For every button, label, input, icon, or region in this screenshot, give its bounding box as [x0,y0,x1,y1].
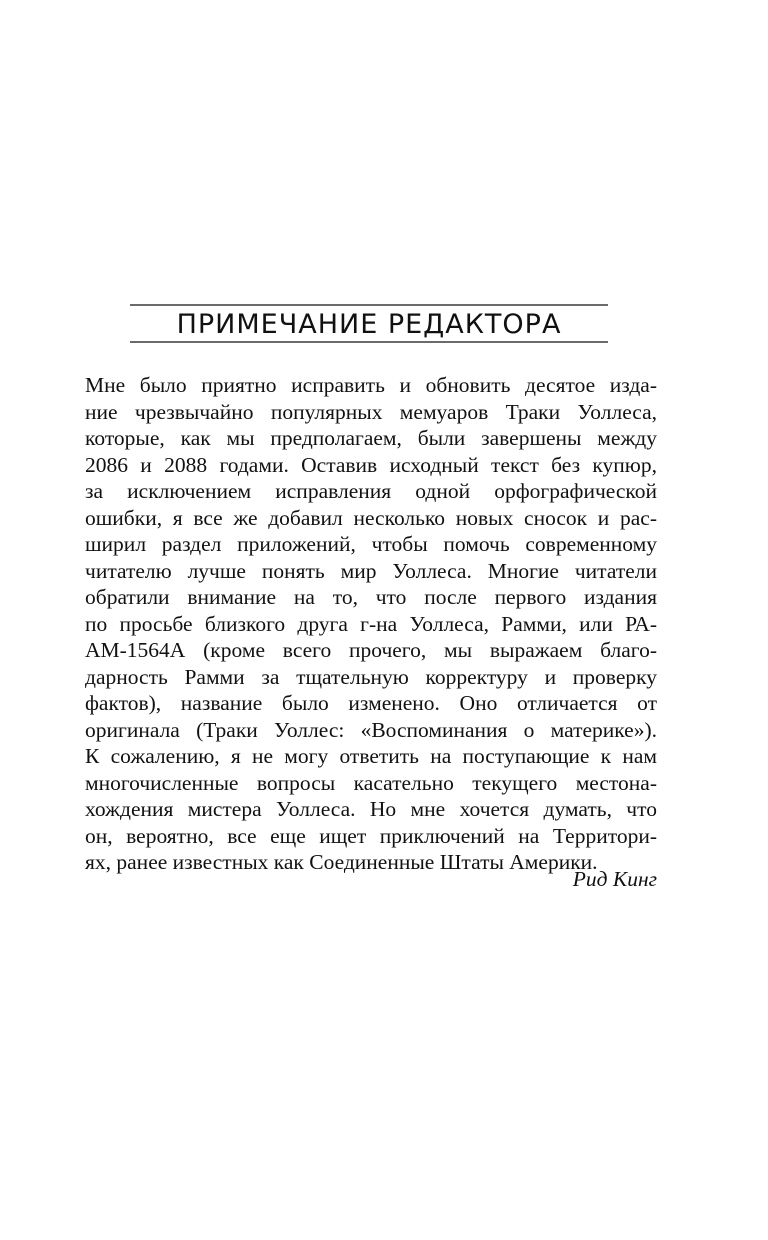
text-line: ширил раздел приложений, чтобы помочь современному [85,532,657,556]
page-heading: ПРИМЕЧАНИЕ РЕДАКТОРА [176,309,562,340]
author-signature: Рид Кинг [572,867,657,891]
text-line: он, вероятно, все еще ищет приключений на Территори- [85,823,657,848]
text-line: К сожалению, я не могу ответить на поступающие к нам [85,744,657,768]
text-line: ошибки, я все же добавил несколько новых сносок и рас- [85,505,657,530]
text-line: по просьбе близкого друга г-на Уоллеса, Рамми, или РА- [85,611,657,636]
text-line: 2086 и 2088 годами. Оставив исходный текст без купюр, [85,452,657,477]
text-line: Мне было приятно исправить и обновить десятое изда- [85,373,657,397]
text-line: дарность Рамми за тщательную корректуру и проверку [85,664,657,689]
text-line: фактов), название было изменено. Оно отличается от [85,691,657,715]
text-line: АМ-1564А (кроме всего прочего, мы выражаем благо- [85,638,657,662]
text-line: ние чрезвычайно популярных мемуаров Траки Уоллеса, [85,399,657,424]
text-line: читателю лучше понять мир Уоллеса. Многие читатели [85,558,657,583]
text-line: хождения мистера Уоллеса. Но мне хочется думать, что [85,797,657,821]
text-line: многочисленные вопросы касательно текущего местона- [85,770,657,795]
text-line: которые, как мы предполагаем, были завершены между [85,426,657,450]
text-line: оригинала (Траки Уоллес: «Воспоминания о материке»). [85,717,657,742]
text-line: обратили внимание на то, что после первого издания [85,585,657,609]
text-line: ях, ранее известных как Соединенные Штаты Америки. [85,850,598,874]
heading-frame [130,304,608,343]
editor-note-text [85,372,657,876]
text-line: за исключением исправления одной орфографической [85,479,657,503]
